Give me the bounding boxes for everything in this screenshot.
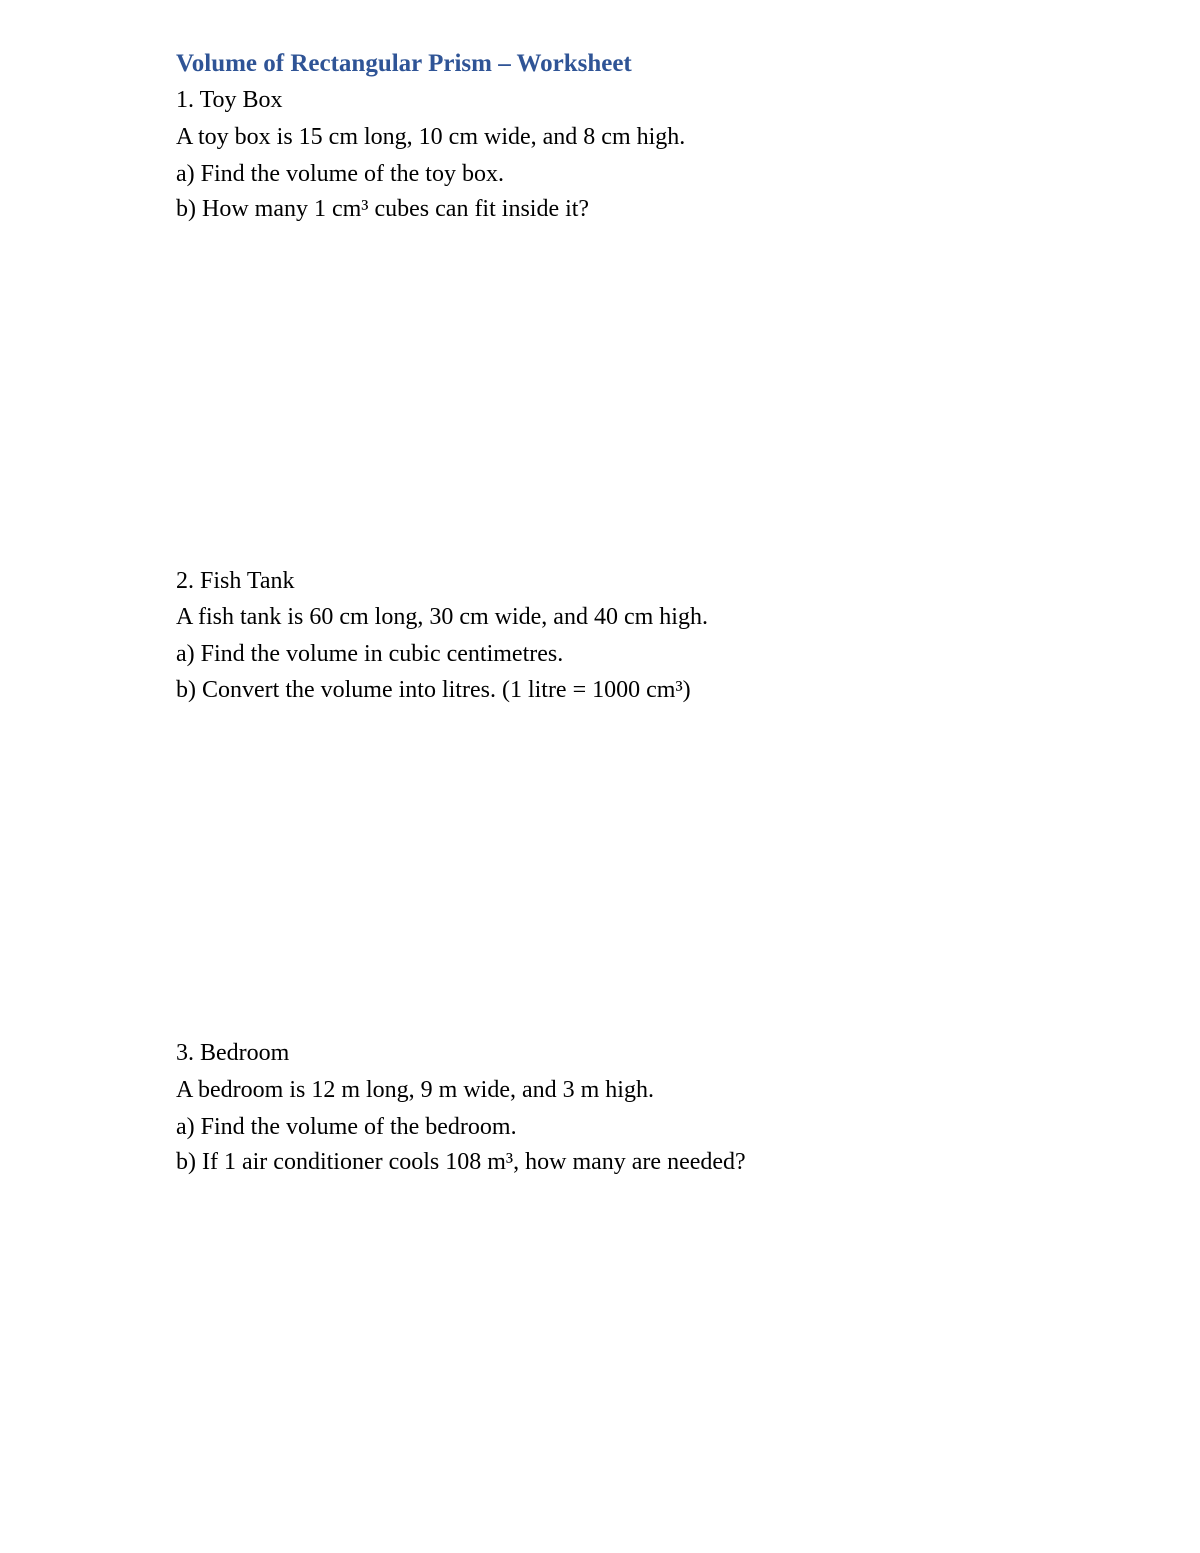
problem-3-statement: A bedroom is 12 m long, 9 m wide, and 3 m high.: [176, 1077, 654, 1103]
problem-2-statement: A fish tank is 60 cm long, 30 cm wide, and 40 cm high.: [176, 604, 708, 630]
problem-1-part-b: b) How many 1 cm³ cubes can fit inside it?: [176, 196, 590, 222]
problem-2-part-a: a) Find the volume in cubic centimetres.: [176, 641, 564, 667]
problem-1-heading: 1. Toy Box: [176, 87, 283, 113]
problem-1-part-a: a) Find the volume of the toy box.: [176, 161, 504, 187]
problem-2-heading: 2. Fish Tank: [176, 568, 295, 594]
problem-3-part-b: b) If 1 air conditioner cools 108 m³, how many are needed?: [176, 1149, 746, 1175]
problem-3-part-a: a) Find the volume of the bedroom.: [176, 1114, 517, 1140]
problem-1-statement: A toy box is 15 cm long, 10 cm wide, and 8 cm high.: [176, 124, 686, 150]
worksheet-title: Volume of Rectangular Prism – Worksheet: [176, 50, 632, 77]
problem-2-part-b: b) Convert the volume into litres. (1 litre = 1000 cm³): [176, 677, 691, 703]
problem-3-heading: 3. Bedroom: [176, 1040, 290, 1066]
